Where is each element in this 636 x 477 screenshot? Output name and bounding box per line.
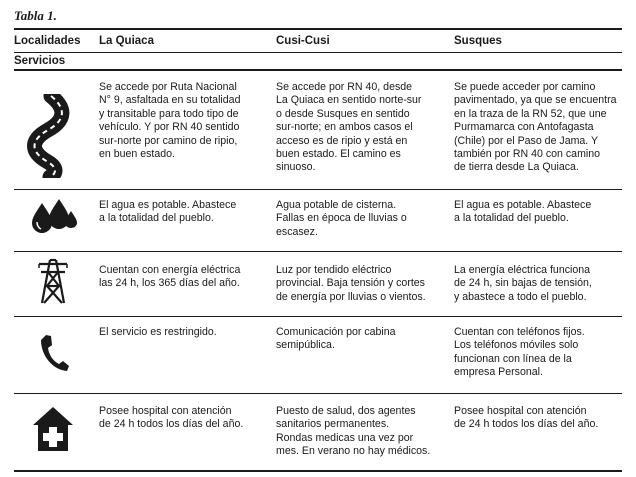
- header-susques: Susques: [454, 35, 502, 47]
- row-divider: [14, 393, 622, 394]
- row2-la-quiaca: El agua es potable. Abastece a la totalidad del pueblo.: [99, 199, 237, 225]
- hospital-icon: [32, 405, 74, 453]
- row-divider: [14, 251, 622, 252]
- header-bottom-rule: [14, 69, 622, 71]
- header-la-quiaca: La Quiaca: [99, 35, 154, 47]
- power-tower-icon: [38, 258, 68, 304]
- phone-icon: [38, 333, 70, 373]
- table-caption: Tabla 1.: [14, 8, 57, 23]
- row3-cusi-cusi: Luz por tendido eléctrico provincial. Baja tensión y cortes de energía por lluvias o vientos.: [276, 264, 426, 303]
- row3-susques: La energía eléctrica funciona de 24 h, sin bajas de tensión, y abastece a todo el pueblo.: [454, 264, 592, 303]
- row-divider: [14, 316, 622, 317]
- header-rule: [14, 52, 622, 53]
- water-drops-icon: [29, 197, 79, 235]
- row-divider: [14, 189, 622, 190]
- row1-susques: Se puede acceder por camino pavimentado, ya que se encuentra en la traza de la RN 52, que une Purmamarca con Antofagasta (Chile) por el Paso de Jama. Y también por RN 40 con camino de tierra desde La Quiaca.: [454, 81, 617, 174]
- table-bottom-rule: [14, 470, 622, 472]
- row4-susques: Cuentan con teléfonos fijos. Los teléfonos móviles solo funcionan con línea de la empresa Personal.: [454, 326, 585, 379]
- row5-susques: Posee hospital con atención de 24 h todos los días del año.: [454, 405, 599, 431]
- header-localidades: Localidades: [14, 35, 81, 47]
- row5-cusi-cusi: Puesto de salud, dos agentes sanitarios permanentes. Rondas medicas una vez por mes. En verano no hay médicos.: [276, 405, 431, 458]
- row1-cusi-cusi: Se accede por RN 40, desde La Quiaca en sentido norte-sur o desde Susques en sentido sur-norte; en ambos casos el acceso es de ripio y está en buen estado. El camino es sinuoso.: [276, 81, 422, 174]
- road-icon: [26, 94, 70, 178]
- row5-la-quiaca: Posee hospital con atención de 24 h todos los días del año.: [99, 405, 244, 431]
- row2-susques: El agua es potable. Abastece a la totalidad del pueblo.: [454, 199, 592, 225]
- header-servicios: Servicios: [14, 55, 66, 67]
- table-top-rule: [14, 28, 622, 30]
- header-cusi-cusi: Cusi-Cusi: [276, 35, 330, 47]
- row1-la-quiaca: Se accede por Ruta Nacional N° 9, asfaltada en su totalidad y transitable para todo tipo de vehículo. Y por RN 40 sentido sur-norte por camino de ripio, en buen estado.: [99, 81, 241, 161]
- row4-cusi-cusi: Comunicación por cabina semipública.: [276, 326, 396, 352]
- row3-la-quiaca: Cuentan con energía eléctrica las 24 h, los 365 días del año.: [99, 264, 241, 290]
- row2-cusi-cusi: Agua potable de cisterna. Fallas en época de lluvias o escasez.: [276, 199, 407, 238]
- row4-la-quiaca: El servicio es restringido.: [99, 326, 217, 338]
